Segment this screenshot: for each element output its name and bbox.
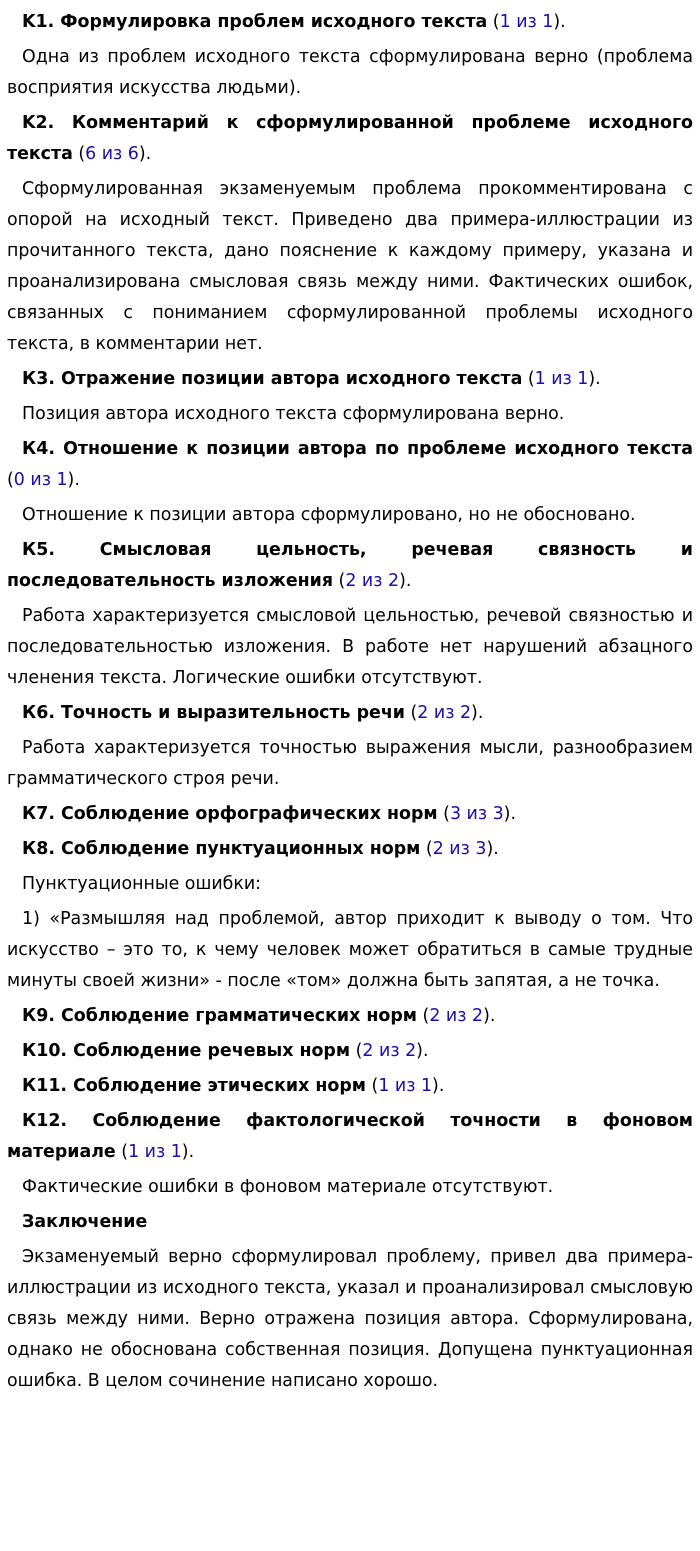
criterion-score: 3 из 3 xyxy=(449,804,504,824)
criterion-title: K1. Формулировка проблем исходного текста xyxy=(22,12,488,32)
criterion-title: K2. Комментарий к сформулированной проблеме исходного текста xyxy=(7,113,693,164)
criterion-score: 0 из 1 xyxy=(13,470,68,490)
criterion-k11-heading: К11. Соблюдение этических норм (1 из 1). xyxy=(22,1076,445,1096)
criterion-k10-heading: К10. Соблюдение речевых норм (2 из 2). xyxy=(22,1041,429,1061)
criterion-k3-comment: Позиция автора исходного текста сформулирована верно. xyxy=(22,404,565,424)
criterion-k2-heading: K2. Комментарий к сформулированной проблеме исходного текста (6 из 6). xyxy=(7,113,693,164)
criterion-score: 2 из 2 xyxy=(345,571,400,591)
criterion-k4-comment: Отношение к позиции автора сформулировано, но не обосновано. xyxy=(22,505,636,525)
criterion-k12-comment: Фактические ошибки в фоновом материале отсутствуют. xyxy=(22,1177,554,1197)
criterion-score: 2 из 2 xyxy=(429,1006,484,1026)
criterion-title: К5. Смысловая цельность, речевая связность и последовательность изложения xyxy=(7,540,693,591)
criterion-score: 1 из 1 xyxy=(534,369,589,389)
criterion-score: 2 из 2 xyxy=(362,1041,417,1061)
criterion-title: К6. Точность и выразительность речи xyxy=(22,703,405,723)
criterion-score: 1 из 1 xyxy=(499,12,554,32)
criterion-title: К12. Соблюдение фактологической точности в фоновом материале xyxy=(7,1111,693,1162)
criterion-k7-heading: К7. Соблюдение орфографических норм (3 из 3). xyxy=(22,804,516,824)
criterion-score: 1 из 1 xyxy=(128,1142,182,1162)
criterion-score: 2 из 2 xyxy=(417,703,472,723)
criterion-k1-comment: Одна из проблем исходного текста сформулирована верно (проблема восприятия искусства людьми). xyxy=(7,47,693,98)
criterion-k3-heading: К3. Отражение позиции автора исходного текста (1 из 1). xyxy=(22,369,601,389)
criterion-title: К11. Соблюдение этических норм xyxy=(22,1076,366,1096)
criterion-k8-comment: Пунктуационные ошибки: xyxy=(22,874,262,894)
criterion-k4-heading: К4. Отношение к позиции автора по проблеме исходного текста (0 из 1). xyxy=(7,439,694,490)
criterion-k8-error-item: 1) «Размышляя над проблемой, автор приходит к выводу о том. Что искусство – это то, к чему человек может обратиться в самые трудные минуты своей жизни» - после «том» должна быть запятая, а не точка. xyxy=(7,909,693,991)
criterion-k12-heading: К12. Соблюдение фактологической точности в фоновом материале (1 из 1). xyxy=(7,1111,693,1162)
criterion-score: 6 из 6 xyxy=(85,144,139,164)
criterion-k1-heading: K1. Формулировка проблем исходного текста (1 из 1). xyxy=(22,12,566,32)
criterion-k2-comment: Сформулированная экзаменуемым проблема прокомментирована с опорой на исходный текст. Приведено два примера-иллюстрации из прочитанного текста, дано пояснение к каждому примеру, указана и проанализирована смысловая связь между ними. Фактических ошибок, связанных с пониманием сформулированной проблемы исходного текста, в комментарии нет. xyxy=(7,179,693,354)
criterion-score: 1 из 1 xyxy=(378,1076,433,1096)
criterion-title: К4. Отношение к позиции автора по проблеме исходного текста xyxy=(22,439,694,459)
criterion-title: К7. Соблюдение орфографических норм xyxy=(22,804,438,824)
criterion-title: К10. Соблюдение речевых норм xyxy=(22,1041,351,1061)
criterion-k5-comment: Работа характеризуется смысловой цельностью, речевой связностью и последовательностью изложения. В работе нет нарушений абзацного членения текста. Логические ошибки отсутствуют. xyxy=(7,606,693,688)
criterion-title: К8. Соблюдение пунктуационных норм xyxy=(22,839,421,859)
conclusion-heading: Заключение xyxy=(22,1212,148,1232)
criterion-k8-heading: К8. Соблюдение пунктуационных норм (2 из 3). xyxy=(22,839,499,859)
criterion-title: К3. Отражение позиции автора исходного текста xyxy=(22,369,523,389)
criterion-k9-heading: К9. Соблюдение грамматических норм (2 из 2). xyxy=(22,1006,496,1026)
criterion-k5-heading: К5. Смысловая цельность, речевая связность и последовательность изложения (2 из 2). xyxy=(7,540,693,591)
criterion-score: 2 из 3 xyxy=(432,839,487,859)
criterion-k6-comment: Работа характеризуется точностью выражения мысли, разнообразием грамматического строя речи. xyxy=(7,738,693,789)
criterion-k6-heading: К6. Точность и выразительность речи (2 из 2). xyxy=(22,703,484,723)
conclusion-text: Экзаменуемый верно сформулировал проблему, привел два примера-иллюстрации из исходного текста, указал и проанализировал смысловую связь между ними. Верно отражена позиция автора. Сформулирована, однако не обоснована собственная позиция. Допущена пунктуационная ошибка. В целом сочинение написано хорошо. xyxy=(7,1247,693,1391)
criterion-title: К9. Соблюдение грамматических норм xyxy=(22,1006,417,1026)
